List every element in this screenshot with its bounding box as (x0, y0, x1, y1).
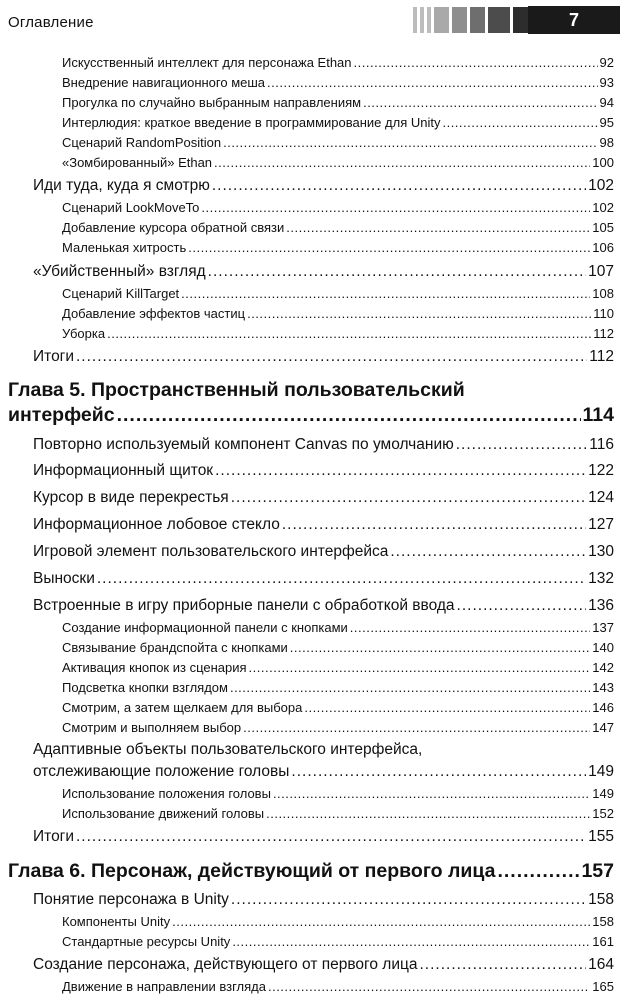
running-title: Оглавление (8, 14, 94, 31)
toc-section: отслеживающие положение головы ..... 149 (33, 763, 614, 785)
page-number: 7 (528, 6, 620, 34)
toc-section: Курсор в виде перекрестья ..... 124 (33, 489, 614, 511)
toc-entry: Сценарий KillTarget ..... 108 (62, 286, 614, 306)
toc-entry: Добавление курсора обратной связи ..... 105 (62, 220, 614, 240)
toc-entry: Связывание брандспойта с кнопками ..... 140 (62, 640, 614, 660)
header-decoration-bars (413, 7, 546, 33)
chapter-5-title-line1: Глава 5. Пространственный пользовательский (8, 379, 465, 401)
toc-section: Встроенные в игру приборные панели с обработкой ввода ..... 136 (33, 597, 614, 619)
toc-entry: Смотрим и выполняем выбор ..... 147 (62, 720, 614, 740)
toc-section: Итоги ..... 112 (33, 348, 614, 370)
toc-entry: «Зомбированный» Ethan ..... 100 (62, 155, 614, 175)
toc-section: Выноски ..... 132 (33, 570, 614, 592)
toc-entry: Движение в направлении взгляда ..... 165 (62, 979, 614, 999)
toc-chapter-6: Глава 6. Персонаж, действующий от первого лица ..... 157 (8, 860, 614, 886)
toc-section: «Убийственный» взгляд ..... 107 (33, 263, 614, 285)
toc-entry: Сценарий RandomPosition ..... 98 (62, 135, 614, 155)
toc-section: Информационное лобовое стекло ..... 127 (33, 516, 614, 538)
toc-entry: Прогулка по случайно выбранным направлениям ..... 94 (62, 95, 614, 115)
toc-entry: Компоненты Unity ..... 158 (62, 914, 614, 934)
toc-entry: Смотрим, а затем щелкаем для выбора ..... 146 (62, 700, 614, 720)
toc-entry: Подсветка кнопки взглядом ..... 143 (62, 680, 614, 700)
toc-entry: Искусственный интеллект для персонажа Ethan ..... 92 (62, 55, 614, 75)
toc-entry: Уборка ..... 112 (62, 326, 614, 346)
toc-entry: Создание информационной панели с кнопками ..... 137 (62, 620, 614, 640)
toc-entry: Использование движений головы ..... 152 (62, 806, 614, 826)
toc-section: Создание персонажа, действующего от первого лица ..... 164 (33, 956, 614, 978)
toc-entry: Использование положения головы ..... 149 (62, 786, 614, 806)
page-header (0, 0, 626, 38)
toc-section-line1: Адаптивные объекты пользовательского интерфейса, (33, 741, 423, 758)
toc-entry: Сценарий LookMoveTo ..... 102 (62, 200, 614, 220)
toc-section: Понятие персонажа в Unity ..... 158 (33, 891, 614, 913)
toc-section: Игровой элемент пользовательского интерфейса ..... 130 (33, 543, 614, 565)
toc-entry: Внедрение навигационного меша ..... 93 (62, 75, 614, 95)
toc-section: Итоги ..... 155 (33, 828, 614, 850)
toc-entry: Добавление эффектов частиц ..... 110 (62, 306, 614, 326)
toc-entry: Интерлюдия: краткое введение в программирование для Unity ..... 95 (62, 115, 614, 135)
toc-entry: Стандартные ресурсы Unity ..... 161 (62, 934, 614, 954)
toc-chapter-5: интерфейс ..... 114 (8, 404, 614, 430)
toc-section: Иди туда, куда я смотрю ..... 102 (33, 177, 614, 199)
toc-section: Информационный щиток ..... 122 (33, 462, 614, 484)
toc-entry: Маленькая хитрость ..... 106 (62, 240, 614, 260)
toc-section: Повторно используемый компонент Canvas по умолчанию ..... 116 (33, 436, 614, 458)
toc-entry: Активация кнопок из сценария ..... 142 (62, 660, 614, 680)
